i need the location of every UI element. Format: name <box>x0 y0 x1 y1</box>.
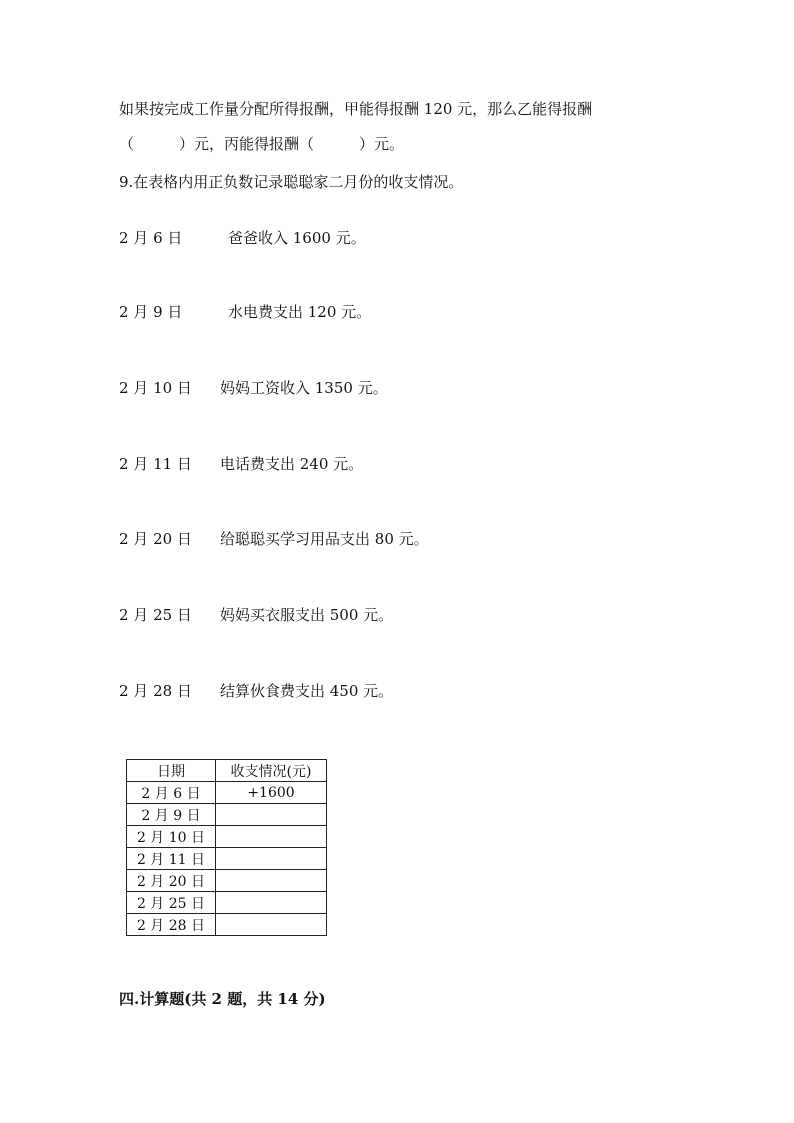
table-row <box>127 782 327 804</box>
record-desc: 爸爸收入 1600 元。 <box>228 229 366 247</box>
header-date: 日期 <box>127 760 216 782</box>
record-desc: 给聪聪买学习用品支出 80 元。 <box>220 530 429 548</box>
record-date: 2 月 20 日 <box>119 530 192 548</box>
record-date: 2 月 11 日 <box>119 455 192 473</box>
intro-line-1: 如果按完成工作量分配所得报酬，甲能得报酬 120 元，那么乙能得报酬 <box>119 100 593 118</box>
record-desc: 妈妈工资收入 1350 元。 <box>220 379 388 397</box>
record-desc: 妈妈买衣服支出 500 元。 <box>220 606 394 624</box>
cell-amount <box>216 848 327 870</box>
record-date: 2 月 10 日 <box>119 379 192 397</box>
record-date: 2 月 25 日 <box>119 606 192 624</box>
income-expense-table <box>126 759 327 936</box>
cell-date: 2 月 9 日 <box>127 804 216 826</box>
table-row <box>127 826 327 848</box>
record-date: 2 月 9 日 <box>119 303 183 321</box>
table-row <box>127 914 327 936</box>
cell-amount <box>216 870 327 892</box>
cell-date: 2 月 11 日 <box>127 848 216 870</box>
table-row <box>127 848 327 870</box>
cell-amount <box>216 892 327 914</box>
cell-date: 2 月 10 日 <box>127 826 216 848</box>
record-desc: 水电费支出 120 元。 <box>228 303 372 321</box>
cell-amount <box>216 826 327 848</box>
record-desc: 电话费支出 240 元。 <box>220 455 364 473</box>
table-row <box>127 870 327 892</box>
table-row <box>127 892 327 914</box>
cell-amount <box>216 914 327 936</box>
cell-amount <box>216 804 327 826</box>
cell-date: 2 月 20 日 <box>127 870 216 892</box>
cell-date: 2 月 6 日 <box>127 782 216 804</box>
table-header-row <box>127 760 327 782</box>
header-amount: 收支情况(元) <box>216 760 327 782</box>
record-date: 2 月 6 日 <box>119 229 183 247</box>
section-4-title: 四.计算题(共 2 题，共 14 分) <box>119 990 326 1008</box>
record-date: 2 月 28 日 <box>119 682 192 700</box>
cell-date: 2 月 25 日 <box>127 892 216 914</box>
record-desc: 结算伙食费支出 450 元。 <box>220 682 394 700</box>
cell-amount: +1600 <box>216 782 327 804</box>
question-9-title: 9.在表格内用正负数记录聪聪家二月份的收支情况。 <box>119 173 464 191</box>
table-row <box>127 804 327 826</box>
intro-line-2: （ ）元，丙能得报酬（ ）元。 <box>119 135 405 153</box>
cell-date: 2 月 28 日 <box>127 914 216 936</box>
